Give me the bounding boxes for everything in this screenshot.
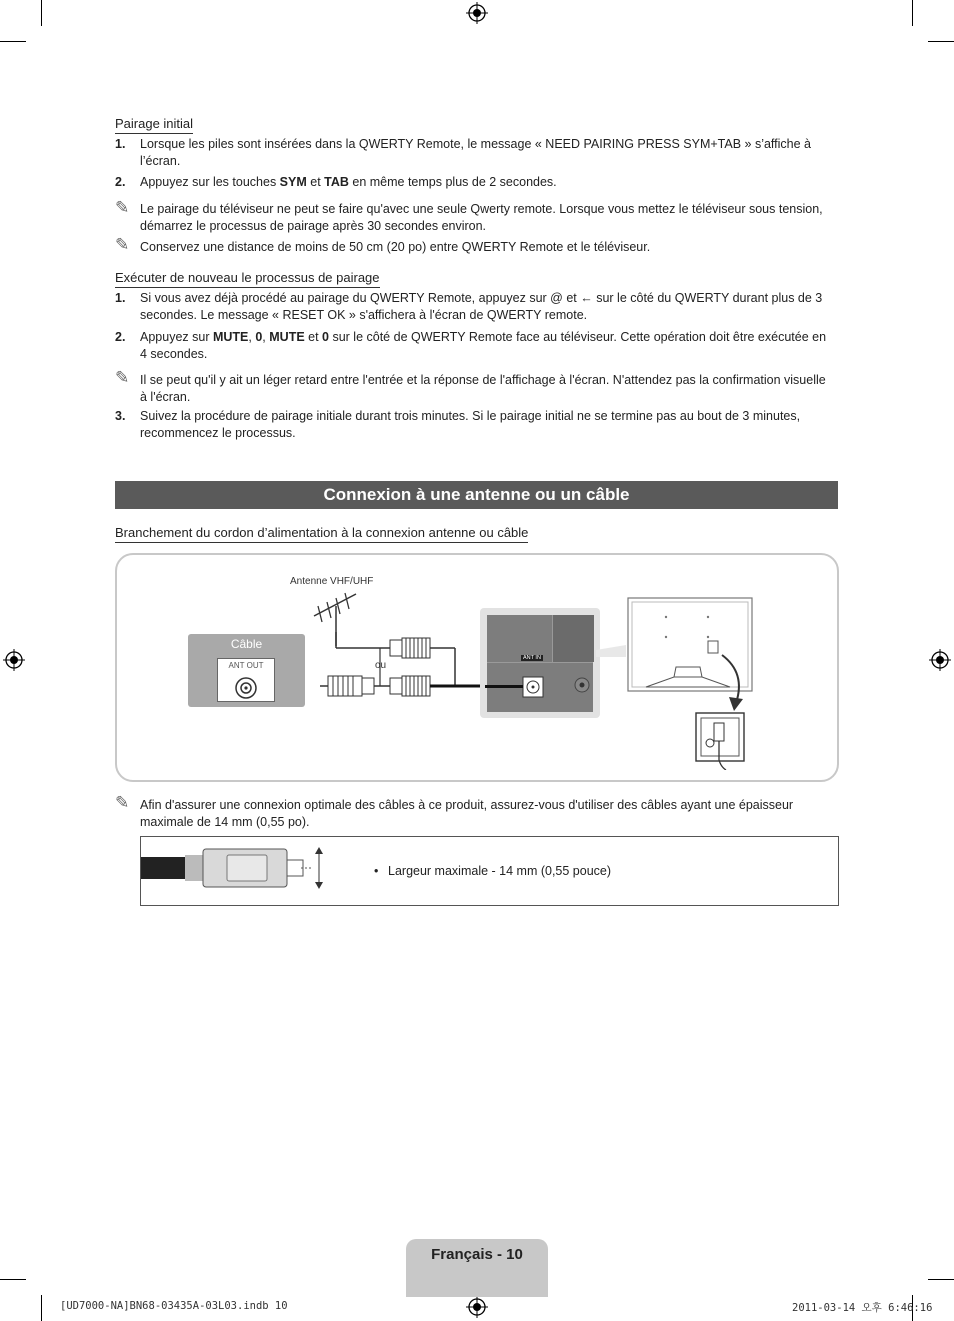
registration-mark-icon (466, 1296, 488, 1318)
coax-cable-connectors (320, 630, 490, 705)
crop-mark (0, 41, 26, 42)
crop-mark (928, 41, 954, 42)
step-text: Appuyez sur les touches SYM et TAB en même temps plus de 2 secondes. (140, 175, 557, 189)
panel-divider (487, 662, 593, 663)
coax-cable-to-tv (485, 685, 523, 688)
note-icon: ✎ (115, 198, 130, 217)
step-text: Lorsque les piles sont insérées dans la QWERTY Remote, le message « NEED PAIRING PRESS SYM+TAB » s’affiche à l’écran. (140, 137, 812, 168)
crop-mark (928, 1279, 954, 1280)
crop-mark (41, 1295, 42, 1321)
note-text: Le pairage du téléviseur ne peut se faire qu'avec une seule Qwerty remote. Lorsque vous mettez le téléviseur sous tension, démarrez le processus de pairage après 30 secondes environ. (140, 202, 823, 233)
note-text: Conservez une distance de moins de 50 cm (20 po) entre QWERTY Remote et le téléviseur. (140, 240, 651, 254)
cable-label: Câble (230, 637, 263, 651)
step-number: 1. (115, 291, 126, 305)
registration-mark-icon (466, 2, 488, 24)
ant-out-label: ANT OUT (228, 661, 264, 670)
coax-port-icon (234, 676, 258, 700)
step-number: 2. (115, 330, 126, 344)
registration-mark-icon (929, 649, 951, 671)
av-ports-area (552, 615, 594, 662)
note-icon: ✎ (115, 235, 130, 254)
note-icon: ✎ (115, 793, 130, 812)
antenna-label: Antenne VHF/UHF (290, 576, 374, 587)
crop-mark (912, 0, 913, 26)
step-text: Si vous avez déjà procédé au pairage du QWERTY Remote, appuyez sur @ et ← sur le côté du QWERTY durant plus de 3 secondes. Le message « RESET OK » s'affichera à l'écran de QWERTY remote. (140, 291, 823, 322)
crop-mark (41, 0, 42, 26)
ant-in-label: ANT IN (523, 655, 541, 661)
or-label: ou (375, 660, 387, 671)
note-icon: ✎ (115, 368, 130, 387)
section-title-repeat-pairing: Exécuter de nouveau le processus de pairage (115, 269, 380, 288)
page-label: Français - 10 (431, 1246, 523, 1263)
step-number: 1. (115, 137, 126, 151)
note-text: Il se peut qu'il y ait un léger retard entre l'entrée et la réponse de l'affichage à l'écran. N'attendez pas la confirmation visuelle à l'écran. (140, 373, 826, 404)
page-number-tab (406, 1239, 548, 1297)
section-banner: Connexion à une antenne ou un câble (115, 481, 838, 509)
step-number: 2. (115, 175, 126, 189)
file-name: [UD7000-NA]BN68-03435A-03L03.indb 10 (60, 1300, 288, 1312)
registration-mark-icon (3, 649, 25, 671)
step-text: Appuyez sur MUTE, 0, MUTE et 0 sur le côté de QWERTY Remote face au téléviseur. Cette opération doit être exécutée en 4 secondes. (140, 330, 827, 361)
cable-plug-icon (141, 845, 331, 891)
tv-rear-view-icon (596, 595, 760, 770)
step-number: 3. (115, 409, 126, 423)
step-text: Suivez la procédure de pairage initiale durant trois minutes. Si le pairage initial ne se termine pas au bout de 3 minutes, recommencez le processus. (140, 409, 801, 440)
section-title-initial-pairing: Pairage initial (115, 115, 193, 134)
ground-port-icon (573, 676, 591, 694)
crop-mark (0, 1279, 26, 1280)
note-text: Afin d'assurer une connexion optimale des câbles à ce produit, assurez-vous d'utiliser des câbles ayant une épaisseur maximale de 14 mm (0,55 po). (140, 798, 794, 829)
print-timestamp: 2011-03-14 오후 6:46:16 (792, 1302, 933, 1314)
bullet-marker: • (374, 864, 379, 878)
cable-spec-text: Largeur maximale - 14 mm (0,55 pouce) (388, 864, 612, 878)
ant-in-port-icon (522, 676, 544, 698)
subheading: Branchement du cordon d’alimentation à la connexion antenne ou câble (115, 525, 528, 543)
